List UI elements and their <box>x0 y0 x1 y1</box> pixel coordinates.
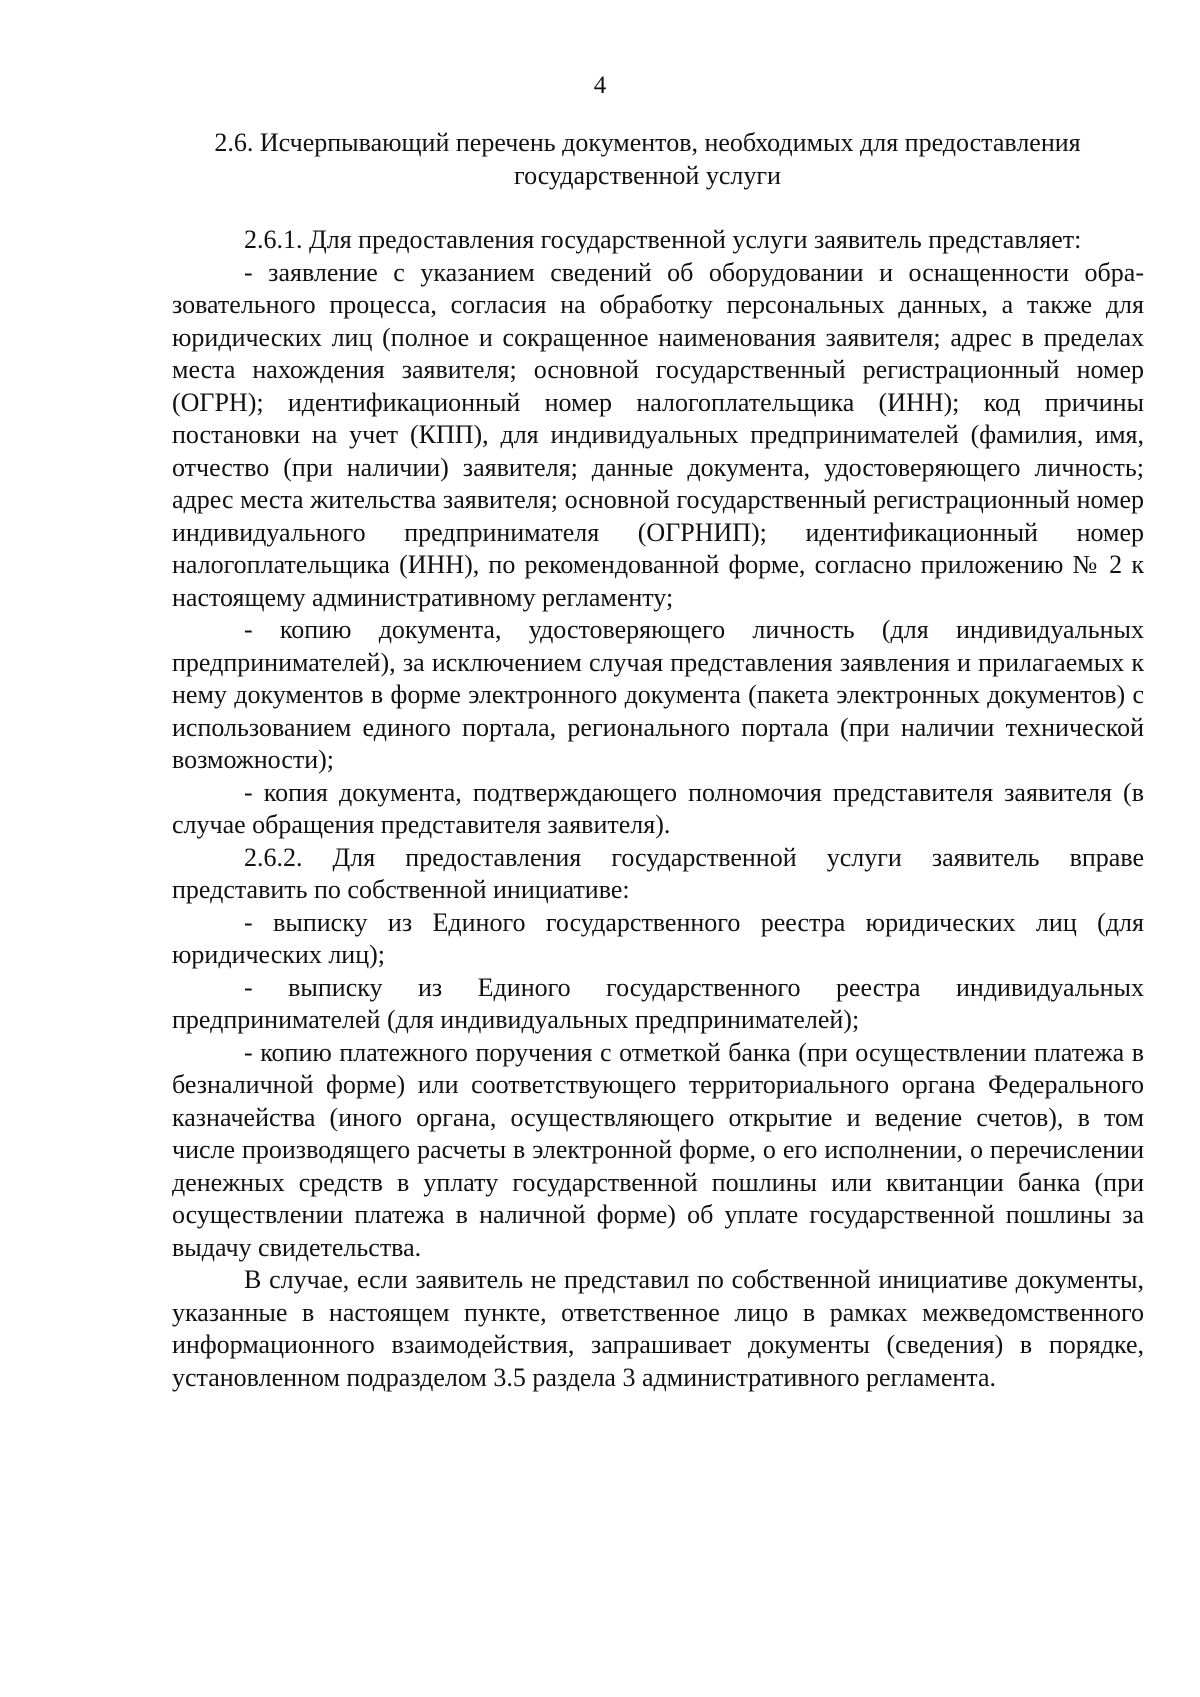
list-item-egrul-extract: - выписку из Единого государственного реестра юридических лиц (для юридических лиц); <box>172 907 1144 969</box>
list-item-payment-order-copy: - копию платежного поручения с отметкой банка (при осуществлении платежа в безналичной форме) или соответствующего территориального органа Федерального казначейства (иного органа, осуществляющего открытие и ведение счетов), в том числе производящего расчеты в электронной форме, о его исполнении, о перечислении денежных средств в уплату государственной пошлины или квитанции банка (при осуществлении платежа в наличной форме) об уплате государственной пошлины за выдачу свидетельства. <box>172 1037 1144 1262</box>
list-item-application: - заявление с указанием сведений об оборудовании и оснащенности образовательного процесса, согласия на обработку персональных данных, а также для юридических лиц (полное и сокращенное наименования заявителя; адрес в пределах места нахождения заявителя; основной государственный регистрационный номер (ОГРН); идентификационный номер налогоплательщика (ИНН); код причины постановки на учет (КПП), для индивидуальных предпринимателей (фамилия, имя, отчество (при наличии) заявителя; данные документа, удостоверяющего личность; адрес места жительства заявителя; основной государственный регистрационный номер индивидуального предпринимателя (ОГРНИП); идентификационный номер налогоплательщика (ИНН), по рекомендованной форме, согласно приложению № 2 к настоящему административному регламенту; <box>172 257 1144 612</box>
list-item-representative-authority: - копия документа, подтверждающего полномочия представителя заявителя (в случае обращения представителя заявителя). <box>172 777 1144 839</box>
list-item-identity-document-copy: - копию документа, удостоверяющего личность (для индивидуальных предпринимателей), за исключением случая представления заявления и прилагаемых к нему документов в форме электронного документа (пакета электронных документов) с использованием единого портала, регионального портала (при наличии технической возможности); <box>172 615 1144 774</box>
paragraph-2-6-2: 2.6.2. Для предоставления государственной услуги заявитель вправе представить по собственной инициативе: <box>172 842 1144 904</box>
list-item-egrip-extract: - выписку из Единого государственного реестра индивидуальных предпринимателей (для индивидуальных предпринимателей); <box>172 972 1144 1034</box>
body-text <box>172 224 1144 1394</box>
section-heading <box>150 127 1145 192</box>
section-heading-line-1: 2.6. Исчерпывающий перечень документов, необходимых для предоставления <box>214 128 1081 157</box>
paragraph-interagency-request: В случае, если заявитель не представил по собственной инициативе документы, указанные в настоящем пункте, ответственное лицо в рамках межведомственного информационного взаимодействия, запрашивает документы (сведения) в порядке, установленном подразделом 3.5 раздела 3 административного регламента. <box>172 1265 1144 1392</box>
section-heading-line-2: государственной услуги <box>514 160 781 190</box>
paragraph-2-6-1: 2.6.1. Для предоставления государственной услуги заявитель представляет: <box>244 225 1082 254</box>
page-number: 4 <box>593 72 607 99</box>
